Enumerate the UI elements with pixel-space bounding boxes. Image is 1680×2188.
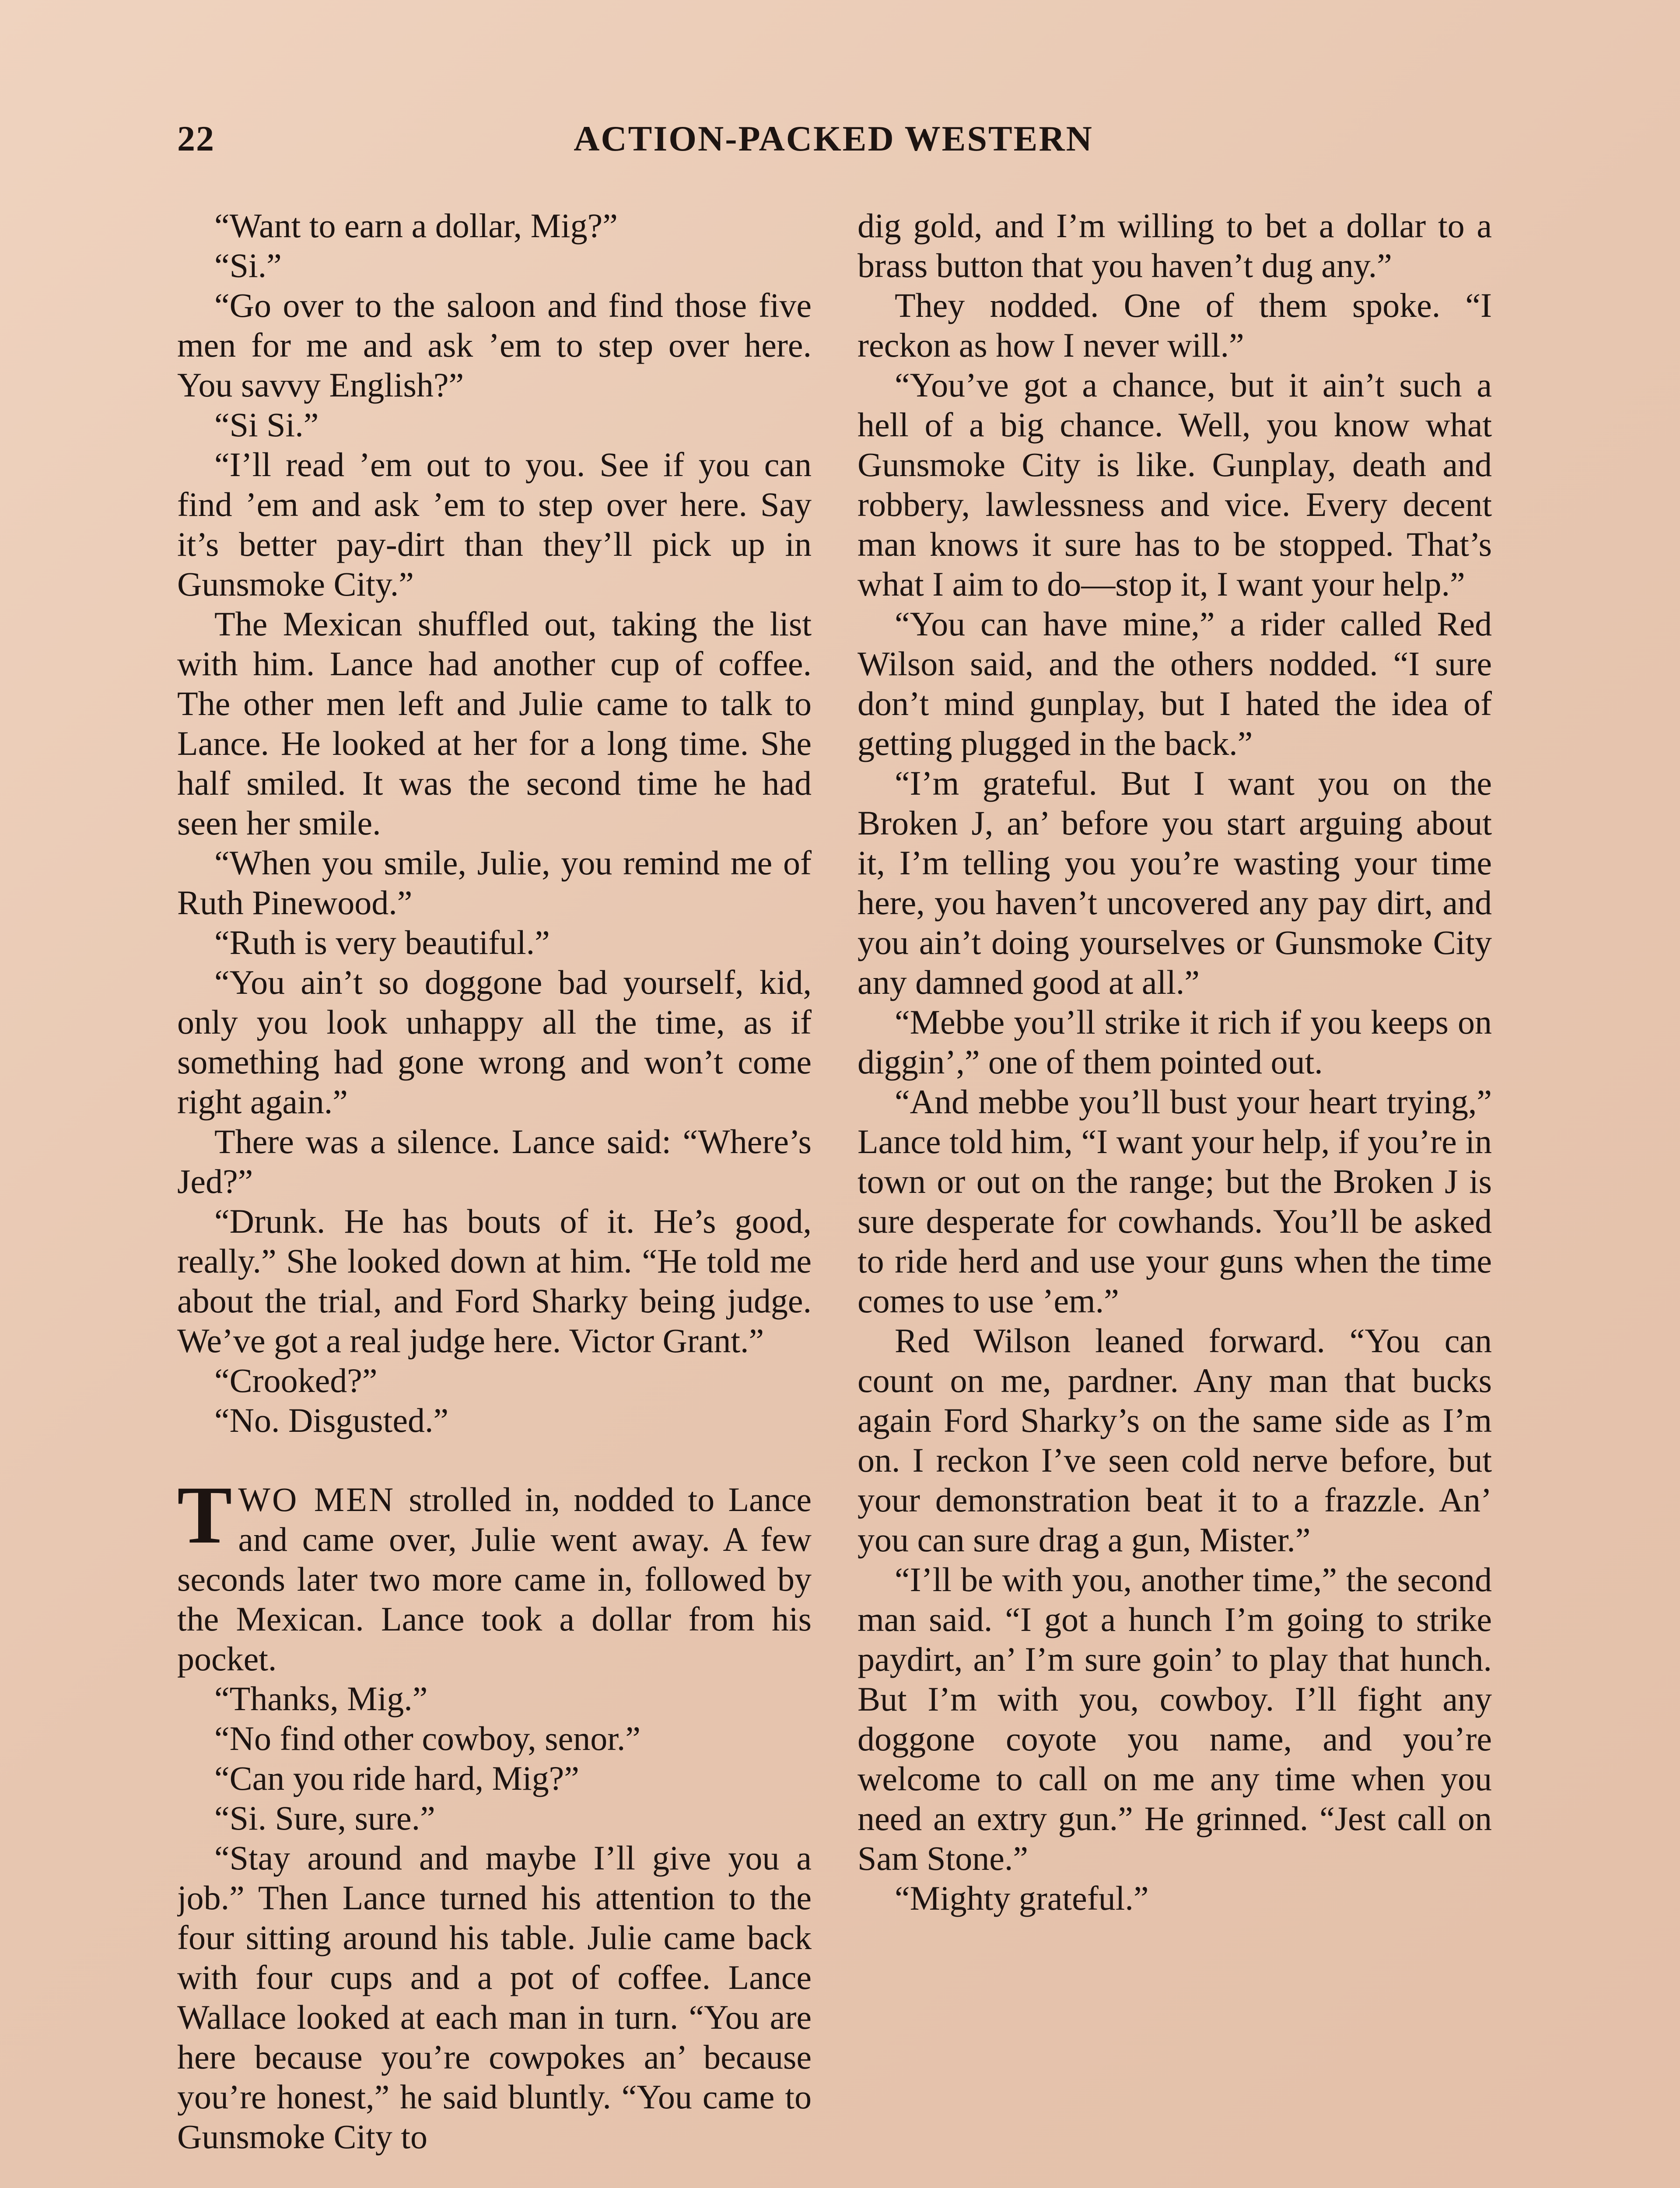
paragraph: They nodded. One of them spoke. “I reckon as how I never will.” (858, 286, 1492, 364)
paragraph: “I’m grateful. But I want you on the Broken J, an’ before you start arguing about it, I’m telling you you’re wasting your time here, you haven’t uncovered any pay dirt, and you ain’t doing yourselves or Gunsmoke City any damned good at all.” (858, 764, 1492, 1001)
paragraph: “Can you ride hard, Mig?” (214, 1759, 579, 1797)
paragraph: “Thanks, Mig.” (214, 1680, 428, 1718)
paragraph: “Si.” (214, 246, 282, 284)
paragraph: “Mighty grateful.” (895, 1879, 1149, 1917)
paragraph: “Si. Sure, sure.” (214, 1799, 435, 1837)
paragraph: “Go over to the saloon and find those five men for me and ask ’em to step over here. You savvy English?” (177, 286, 812, 404)
section-opening-paragraph (177, 1469, 812, 1679)
page-number: 22 (177, 119, 215, 158)
running-title: ACTION-PACKED WESTERN (574, 119, 1093, 158)
paragraph: “You ain’t so doggone bad yourself, kid, only you look unhappy all the time, as if something had gone wrong and won’t come right again.” (177, 963, 812, 1121)
left-text-column (177, 206, 812, 2188)
paragraph: “I’ll be with you, another time,” the second man said. “I got a hunch I’m going to strike paydirt, an’ I’m sure goin’ to play that hunch. But I’m with you, cowboy. I’ll fight any doggone coyote you name, and you’re welcome to call on me any time when you need an extry gun.” He grinned. “Jest call on Sam Stone.” (858, 1560, 1492, 1877)
page-header (177, 118, 1490, 179)
paragraph: “Si Si.” (214, 406, 319, 444)
paragraph: “And mebbe you’ll bust your heart trying,” Lance told him, “I want your help, if you’re in town or out on the range; but the Broken J is sure desperate for cowhands. You’ll be asked to ride herd and use your guns when the time comes to use ’em.” (858, 1083, 1492, 1320)
paragraph: “You’ve got a chance, but it ain’t such a hell of a big chance. Well, you know what Gunsmoke City is like. Gunplay, death and robbery, lawlessness and vice. Every decent man knows it sure has to be stopped. That’s what I aim to do—stop it, I want your help.” (858, 366, 1492, 603)
paragraph: “No find other cowboy, senor.” (214, 1719, 641, 1757)
drop-cap: T (177, 1469, 232, 1560)
paragraph: “Want to earn a dollar, Mig?” (214, 207, 618, 245)
paragraph: “Mebbe you’ll strike it rich if you keeps on diggin’,” one of them pointed out. (858, 1003, 1492, 1081)
paragraph: “You can have mine,” a rider called Red Wilson said, and the others nodded. “I sure don’t mind gunplay, but I hated the idea of getting plugged in the back.” (858, 605, 1492, 762)
section-caps: WO MEN (238, 1480, 396, 1518)
paragraph: There was a silence. Lance said: “Where’s Jed?” (177, 1122, 812, 1200)
paragraph: “When you smile, Julie, you remind me of Ruth Pinewood.” (177, 844, 812, 922)
paragraph: The Mexican shuffled out, taking the list with him. Lance had another cup of coffee. The other men left and Julie came to talk to Lance. He looked at her for a long time. She half smiled. It was the second time he had seen her smile. (177, 605, 812, 842)
paragraph: “Crooked?” (214, 1361, 378, 1399)
paragraph: “I’ll read ’em out to you. See if you can find ’em and ask ’em to step over here. Say it’s better pay-dirt than they’ll pick up in Gunsmoke City.” (177, 445, 812, 603)
paragraph: Red Wilson leaned forward. “You can count on me, pardner. Any man that bucks again Ford Sharky’s on the same side as I’m on. I reckon I’ve seen cold nerve before, but your demonstration beat it to a frazzle. An’ you can sure drag a gun, Mister.” (858, 1322, 1492, 1559)
paragraph: “Drunk. He has bouts of it. He’s good, really.” She looked down at him. “He told me about the trial, and Ford Sharky being judge. We’ve got a real judge here. Victor Grant.” (177, 1202, 812, 1360)
paragraph: “Ruth is very beautiful.” (214, 923, 550, 961)
paragraph: “Stay around and maybe I’ll give you a job.” Then Lance turned his attention to the four sitting around his table. Julie came back with four cups and a pot of coffee. Lance Wallace looked at each man in turn. “You are here because you’re cowpokes an’ because you’re honest,” he said bluntly. “You came to Gunsmoke City to (177, 1839, 812, 2156)
paragraph: “No. Disgusted.” (214, 1401, 449, 1439)
section-lead-text: strolled in, nodded to Lance and came over, Julie went away. A few seconds later two more came in, followed by the Mexican. Lance took a dollar from his pocket. (177, 1480, 812, 1678)
right-text-column (858, 206, 1492, 2188)
paragraph-continued: dig gold, and I’m willing to bet a dollar to a brass button that you haven’t dug any.” (858, 207, 1492, 284)
